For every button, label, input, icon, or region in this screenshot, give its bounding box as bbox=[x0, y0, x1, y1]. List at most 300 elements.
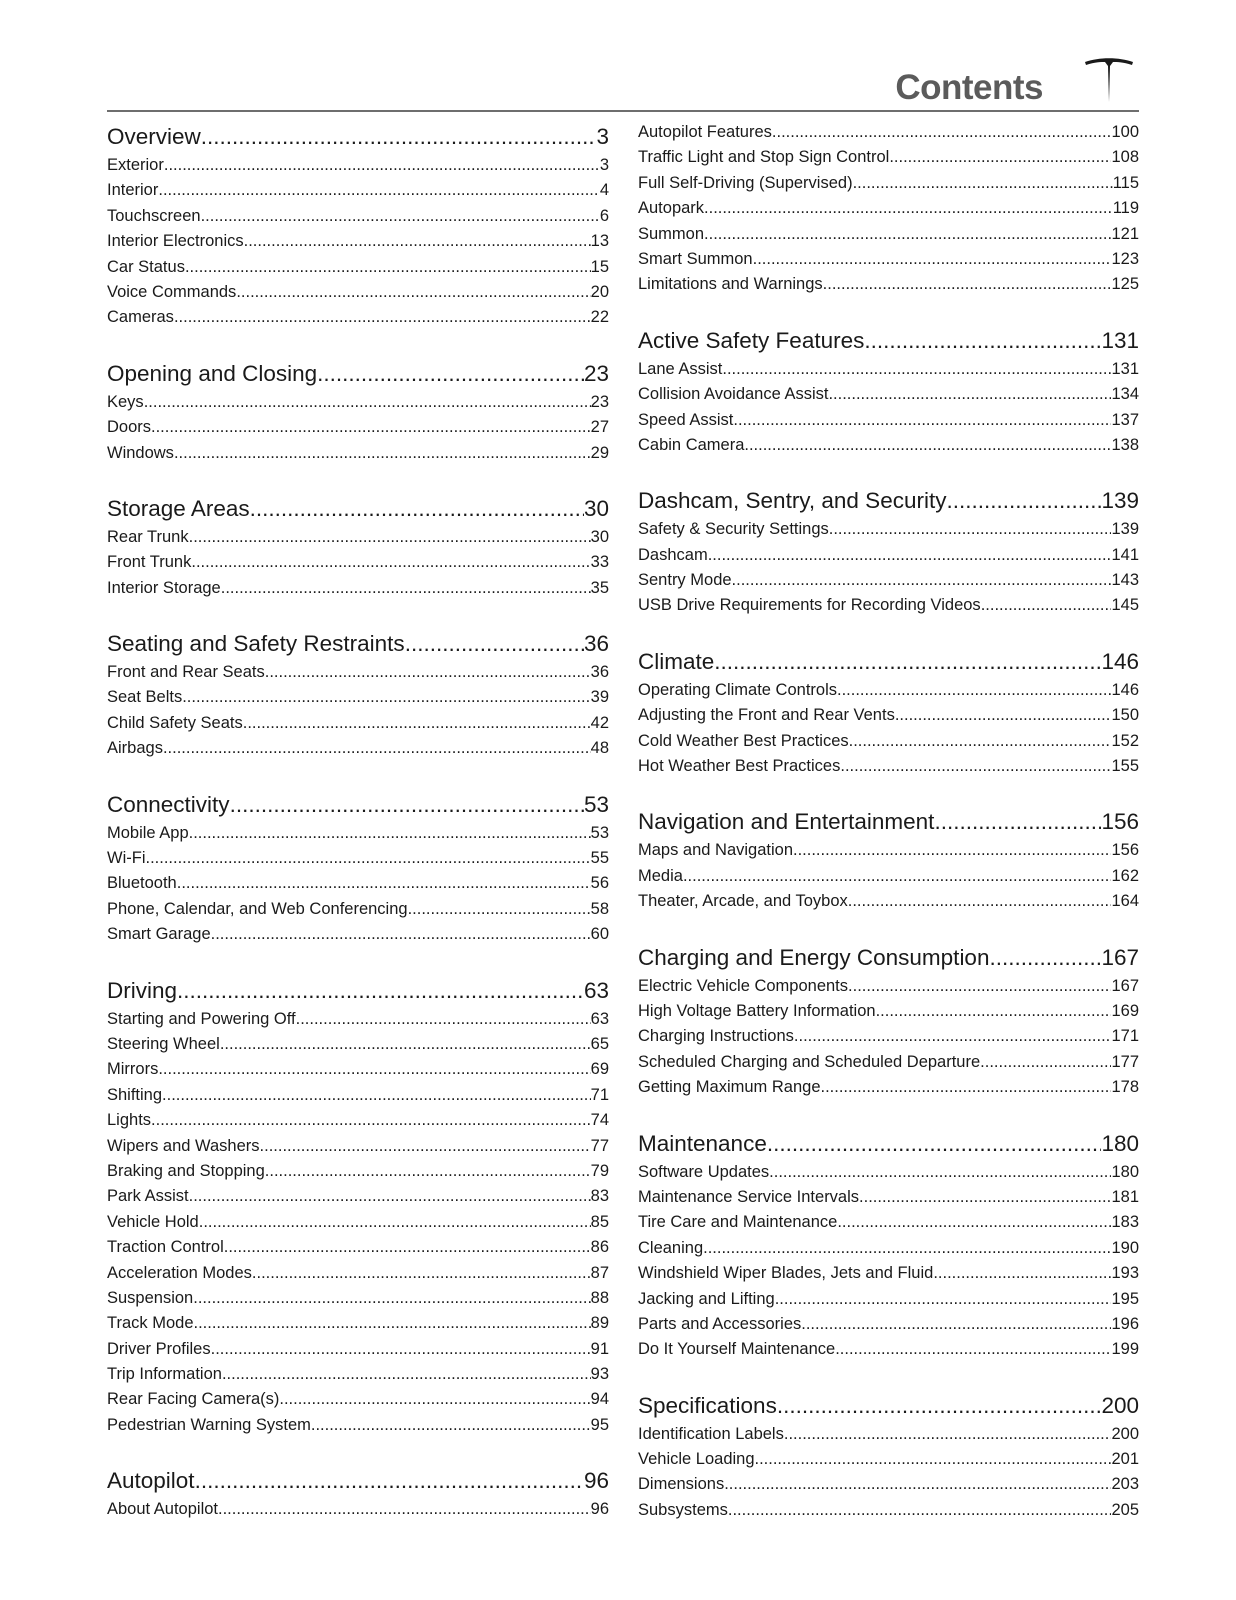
leader-dots bbox=[767, 1127, 1102, 1160]
toc-entry-title: Speed Assist bbox=[638, 410, 734, 429]
toc-entry[interactable] bbox=[638, 543, 1139, 568]
toc-entry[interactable] bbox=[638, 1236, 1139, 1261]
toc-section-heading[interactable] bbox=[638, 1127, 1139, 1160]
leader-dots bbox=[174, 305, 591, 330]
toc-section-heading-page: 23 bbox=[583, 360, 609, 386]
toc-section-heading-title: Seating and Safety Restraints bbox=[107, 631, 405, 657]
toc-entry-page: 131 bbox=[1111, 359, 1139, 378]
toc-section-heading-title: Opening and Closing bbox=[107, 360, 318, 386]
leader-dots bbox=[220, 1032, 591, 1057]
toc-entry[interactable] bbox=[638, 1337, 1139, 1362]
toc-entry-title: Windows bbox=[107, 443, 174, 462]
toc-entry-page: 3 bbox=[599, 156, 609, 174]
leader-dots bbox=[704, 222, 1111, 247]
toc-section-heading[interactable] bbox=[638, 1389, 1139, 1422]
toc-entry-title: Limitations and Warnings bbox=[638, 275, 823, 294]
toc-entry[interactable] bbox=[638, 196, 1139, 221]
toc-entry-title: Suspension bbox=[107, 1288, 194, 1307]
toc-entry-page: 93 bbox=[590, 1365, 609, 1384]
toc-entry-page: 87 bbox=[590, 1263, 609, 1282]
toc-section-heading[interactable] bbox=[638, 484, 1139, 517]
toc-entry[interactable] bbox=[638, 1160, 1139, 1185]
toc-entry-page: 123 bbox=[1111, 249, 1139, 268]
toc-entry-title: Traction Control bbox=[107, 1238, 224, 1257]
toc-section-heading-title: Climate bbox=[638, 648, 715, 674]
leader-dots bbox=[158, 178, 599, 203]
toc-entry[interactable] bbox=[638, 974, 1139, 999]
toc-entry-page: 134 bbox=[1111, 385, 1139, 404]
leader-dots bbox=[703, 1236, 1111, 1261]
toc-entry[interactable] bbox=[638, 1422, 1139, 1447]
leader-dots bbox=[211, 922, 591, 947]
leader-dots bbox=[837, 1210, 1111, 1235]
leader-dots bbox=[793, 838, 1111, 863]
toc-entry[interactable] bbox=[638, 754, 1139, 779]
toc-entry[interactable] bbox=[107, 871, 609, 896]
toc-entry[interactable] bbox=[638, 247, 1139, 272]
toc-entry[interactable] bbox=[107, 1261, 609, 1286]
leader-dots bbox=[823, 272, 1112, 297]
toc-entry-title: Theater, Arcade, and Toybox bbox=[638, 892, 848, 911]
toc-entry-page: 164 bbox=[1111, 892, 1139, 911]
toc-entry[interactable] bbox=[107, 1184, 609, 1209]
toc-entry[interactable] bbox=[638, 1287, 1139, 1312]
leader-dots bbox=[189, 821, 591, 846]
toc-section-heading-title: Connectivity bbox=[107, 791, 230, 817]
toc-entry-title: Cameras bbox=[107, 308, 174, 327]
toc-section-heading-title: Autopilot bbox=[107, 1468, 195, 1494]
toc-section bbox=[638, 645, 1139, 780]
leader-dots bbox=[164, 153, 600, 178]
toc-entry-page: 88 bbox=[590, 1288, 609, 1307]
toc-entry-page: 108 bbox=[1111, 148, 1139, 167]
toc-entry[interactable] bbox=[638, 678, 1139, 703]
toc-entry-page: 199 bbox=[1111, 1340, 1139, 1359]
toc-entry-page: 63 bbox=[590, 1009, 609, 1028]
leader-dots bbox=[769, 1160, 1111, 1185]
toc-entry-page: 20 bbox=[590, 282, 609, 301]
toc-entry-page: 143 bbox=[1111, 571, 1139, 590]
toc-entry-title: Collision Avoidance Assist bbox=[638, 385, 829, 404]
toc-section bbox=[638, 805, 1139, 914]
toc-entry[interactable] bbox=[107, 1134, 609, 1159]
toc-entry-title: Lights bbox=[107, 1111, 152, 1130]
toc-entry-page: 35 bbox=[590, 578, 609, 597]
leader-dots bbox=[279, 1387, 590, 1412]
toc-entry-title: Wi-Fi bbox=[107, 849, 146, 868]
toc-entry-page: 167 bbox=[1111, 976, 1139, 995]
toc-entry[interactable] bbox=[638, 1472, 1139, 1497]
toc-entry-title: High Voltage Battery Information bbox=[638, 1001, 876, 1020]
toc-entry-title: Windshield Wiper Blades, Jets and Fluid bbox=[638, 1264, 934, 1283]
leader-dots bbox=[683, 864, 1112, 889]
toc-entry-page: 119 bbox=[1112, 199, 1139, 218]
toc-entry[interactable] bbox=[107, 1362, 609, 1387]
toc-section-heading-title: Maintenance bbox=[638, 1130, 767, 1156]
toc-entry-page: 94 bbox=[590, 1390, 609, 1409]
toc-section-heading-page: 131 bbox=[1101, 327, 1139, 353]
toc-entry[interactable] bbox=[107, 821, 609, 846]
tesla-logo-icon bbox=[1079, 56, 1139, 104]
toc-entry[interactable] bbox=[638, 1075, 1139, 1100]
leader-dots bbox=[193, 1286, 590, 1311]
toc-entry-page: 48 bbox=[590, 739, 609, 758]
toc-entry[interactable] bbox=[638, 838, 1139, 863]
leader-dots bbox=[222, 1362, 591, 1387]
toc-entry-title: Mobile App bbox=[107, 823, 189, 842]
toc-entry[interactable] bbox=[107, 736, 609, 761]
toc-entry-page: 146 bbox=[1111, 680, 1139, 699]
leader-dots bbox=[859, 1185, 1111, 1210]
leader-dots bbox=[848, 974, 1111, 999]
toc-entry-title: Cleaning bbox=[638, 1238, 704, 1257]
toc-entry[interactable] bbox=[638, 864, 1139, 889]
toc-entry-page: 91 bbox=[590, 1339, 609, 1358]
toc-entry[interactable] bbox=[107, 280, 609, 305]
leader-dots bbox=[265, 660, 591, 685]
toc-entry[interactable] bbox=[107, 229, 609, 254]
leader-dots bbox=[317, 357, 584, 390]
toc-section-heading-title: Dashcam, Sentry, and Security bbox=[638, 488, 947, 514]
leader-dots bbox=[201, 120, 597, 153]
toc-entry[interactable] bbox=[107, 711, 609, 736]
toc-entry[interactable] bbox=[638, 999, 1139, 1024]
toc-section-heading[interactable] bbox=[638, 324, 1139, 357]
leader-dots bbox=[174, 441, 591, 466]
leader-dots bbox=[224, 1235, 591, 1260]
toc-entry[interactable] bbox=[638, 171, 1139, 196]
leader-dots bbox=[732, 568, 1112, 593]
toc-entry[interactable] bbox=[638, 703, 1139, 728]
toc-entry-title: Smart Garage bbox=[107, 925, 211, 944]
leader-dots bbox=[311, 1413, 591, 1438]
toc-section bbox=[638, 120, 1139, 298]
leader-dots bbox=[853, 171, 1113, 196]
toc-entry-title: Seat Belts bbox=[107, 688, 183, 707]
toc-entry[interactable] bbox=[638, 357, 1139, 382]
leader-dots bbox=[236, 280, 590, 305]
toc-section bbox=[638, 484, 1139, 619]
toc-entry-title: Bluetooth bbox=[107, 874, 177, 893]
toc-section-heading-page: 200 bbox=[1101, 1392, 1139, 1418]
toc-entry[interactable] bbox=[638, 593, 1139, 618]
toc-entry[interactable] bbox=[107, 178, 609, 203]
toc-entry-page: 162 bbox=[1111, 866, 1139, 885]
toc-entry-page: 100 bbox=[1111, 123, 1139, 141]
toc-entry[interactable] bbox=[638, 408, 1139, 433]
toc-section-heading-page: 96 bbox=[583, 1468, 609, 1494]
toc-section-heading-page: 53 bbox=[583, 791, 609, 817]
toc-section-heading[interactable] bbox=[107, 627, 609, 660]
toc-entry[interactable] bbox=[107, 525, 609, 550]
toc-entry[interactable] bbox=[107, 1032, 609, 1057]
toc-column-left bbox=[107, 120, 609, 1523]
toc-entry-page: 169 bbox=[1111, 1001, 1139, 1020]
toc-entry-title: Trip Information bbox=[107, 1365, 222, 1384]
toc-entry-title: Dashcam bbox=[638, 545, 708, 564]
toc-entry[interactable] bbox=[638, 1498, 1139, 1523]
toc-entry-title: Subsystems bbox=[638, 1500, 728, 1519]
toc-entry-page: 29 bbox=[590, 443, 609, 462]
toc-entry-title: Driver Profiles bbox=[107, 1339, 211, 1358]
toc-section bbox=[107, 788, 609, 948]
toc-entry-title: About Autopilot bbox=[107, 1500, 219, 1519]
leader-dots bbox=[182, 685, 590, 710]
toc-entry-title: Scheduled Charging and Scheduled Departure bbox=[638, 1052, 981, 1071]
toc-entry[interactable] bbox=[107, 1108, 609, 1133]
toc-entry[interactable] bbox=[107, 1083, 609, 1108]
toc-section-heading[interactable] bbox=[638, 645, 1139, 678]
toc-section-heading[interactable] bbox=[107, 120, 609, 153]
toc-section bbox=[107, 974, 609, 1439]
toc-entry-page: 85 bbox=[590, 1212, 609, 1231]
toc-entry-title: Rear Trunk bbox=[107, 527, 189, 546]
toc-section-heading-title: Navigation and Entertainment bbox=[638, 809, 935, 835]
toc-entry[interactable] bbox=[107, 153, 609, 178]
leader-dots bbox=[722, 357, 1111, 382]
toc-entry-page: 145 bbox=[1111, 596, 1139, 615]
toc-entry-title: Airbags bbox=[107, 739, 163, 758]
toc-entry[interactable] bbox=[107, 390, 609, 415]
toc-entry-title: Interior Storage bbox=[107, 578, 221, 597]
toc-entry-title: Pedestrian Warning System bbox=[107, 1415, 311, 1434]
toc-entry[interactable] bbox=[107, 1286, 609, 1311]
toc-entry-title: Maintenance Service Intervals bbox=[638, 1187, 860, 1206]
toc-entry-page: 6 bbox=[599, 206, 609, 225]
toc-entry-title: Software Updates bbox=[638, 1162, 770, 1181]
toc-section-heading[interactable] bbox=[638, 805, 1139, 838]
toc-entry-title: Adjusting the Front and Rear Vents bbox=[638, 706, 895, 725]
toc-section-heading[interactable] bbox=[107, 1464, 609, 1497]
toc-entry-page: 137 bbox=[1111, 410, 1139, 429]
toc-entry[interactable] bbox=[107, 1497, 609, 1522]
leader-dots bbox=[211, 1337, 591, 1362]
toc-entry-title: Touchscreen bbox=[107, 206, 201, 225]
page-title: Contents bbox=[895, 68, 1043, 107]
toc-entry-page: 177 bbox=[1111, 1052, 1139, 1071]
toc-entry-page: 60 bbox=[590, 925, 609, 944]
toc-entry-title: Getting Maximum Range bbox=[638, 1078, 821, 1097]
leader-dots bbox=[821, 1075, 1112, 1100]
leader-dots bbox=[405, 627, 584, 660]
toc-entry-title: Child Safety Seats bbox=[107, 713, 243, 732]
toc-entry[interactable] bbox=[107, 1235, 609, 1260]
toc-entry[interactable] bbox=[107, 1311, 609, 1336]
toc-entry[interactable] bbox=[638, 889, 1139, 914]
leader-dots bbox=[753, 247, 1112, 272]
toc-entry-title: Interior bbox=[107, 181, 159, 200]
leader-dots bbox=[408, 897, 591, 922]
toc-section-heading-page: 146 bbox=[1101, 648, 1139, 674]
toc-entry[interactable] bbox=[638, 120, 1139, 145]
toc-entry-title: Autopilot Features bbox=[638, 123, 772, 141]
toc-entry-page: 77 bbox=[590, 1136, 609, 1155]
toc-section-heading[interactable] bbox=[638, 941, 1139, 974]
toc-entry-title: Voice Commands bbox=[107, 282, 237, 301]
toc-entry-page: 89 bbox=[590, 1314, 609, 1333]
leader-dots bbox=[162, 1083, 591, 1108]
leader-dots bbox=[163, 736, 591, 761]
toc-entry[interactable] bbox=[638, 1312, 1139, 1337]
toc-entry-title: Summon bbox=[638, 224, 705, 243]
toc-entry-page: 69 bbox=[590, 1060, 609, 1079]
toc-section bbox=[107, 120, 609, 331]
leader-dots bbox=[230, 788, 584, 821]
toc-entry-page: 171 bbox=[1111, 1027, 1139, 1046]
toc-entry[interactable] bbox=[107, 1210, 609, 1235]
leader-dots bbox=[189, 525, 591, 550]
toc-section-heading-title: Specifications bbox=[638, 1392, 777, 1418]
leader-dots bbox=[260, 1134, 591, 1159]
toc-entry-page: 205 bbox=[1111, 1500, 1139, 1519]
toc-entry-page: 156 bbox=[1111, 841, 1139, 860]
toc-entry-page: 150 bbox=[1111, 706, 1139, 725]
toc-entry[interactable] bbox=[107, 441, 609, 466]
leader-dots bbox=[934, 805, 1101, 838]
toc-entry[interactable] bbox=[107, 1337, 609, 1362]
toc-entry-title: USB Drive Requirements for Recording Videos bbox=[638, 596, 981, 615]
toc-entry[interactable] bbox=[638, 1447, 1139, 1472]
toc-entry-page: 152 bbox=[1111, 731, 1139, 750]
leader-dots bbox=[144, 390, 591, 415]
toc-section-heading[interactable] bbox=[107, 974, 609, 1007]
leader-dots bbox=[728, 1498, 1112, 1523]
toc-entry-title: Maps and Navigation bbox=[638, 841, 794, 860]
leader-dots bbox=[933, 1261, 1111, 1286]
toc-entry-page: 36 bbox=[590, 663, 609, 682]
toc-entry[interactable] bbox=[107, 576, 609, 601]
toc-entry[interactable] bbox=[638, 382, 1139, 407]
toc-entry-page: 193 bbox=[1111, 1264, 1139, 1283]
toc-entry[interactable] bbox=[638, 517, 1139, 542]
toc-entry[interactable] bbox=[638, 1024, 1139, 1049]
toc-entry[interactable] bbox=[107, 415, 609, 440]
toc-entry-title: Front Trunk bbox=[107, 553, 192, 572]
toc-entry-page: 96 bbox=[590, 1500, 609, 1519]
leader-dots bbox=[755, 1447, 1112, 1472]
leader-dots bbox=[296, 1007, 591, 1032]
toc-entry-title: Braking and Stopping bbox=[107, 1161, 265, 1180]
toc-entry[interactable] bbox=[107, 1007, 609, 1032]
toc-entry[interactable] bbox=[107, 550, 609, 575]
toc-entry[interactable] bbox=[107, 255, 609, 280]
leader-dots bbox=[848, 889, 1112, 914]
toc-entry-title: Operating Climate Controls bbox=[638, 680, 837, 699]
toc-entry-title: Media bbox=[638, 866, 683, 885]
toc-entry-title: Phone, Calendar, and Web Conferencing bbox=[107, 899, 408, 918]
toc-entry-page: 27 bbox=[590, 418, 609, 437]
toc-section-heading-page: 63 bbox=[583, 977, 609, 1003]
leader-dots bbox=[221, 576, 591, 601]
toc-entry[interactable] bbox=[107, 204, 609, 229]
toc-entry-title: Front and Rear Seats bbox=[107, 663, 265, 682]
toc-section bbox=[638, 324, 1139, 459]
toc-entry-title: Charging Instructions bbox=[638, 1027, 794, 1046]
toc-section bbox=[107, 357, 609, 466]
toc-entry[interactable] bbox=[107, 1159, 609, 1184]
toc-entry[interactable] bbox=[107, 846, 609, 871]
toc-entry-page: 71 bbox=[590, 1085, 609, 1104]
toc-entry-title: Track Mode bbox=[107, 1314, 194, 1333]
toc-entry-page: 141 bbox=[1111, 545, 1139, 564]
toc-entry-title: Parts and Accessories bbox=[638, 1314, 802, 1333]
toc-entry-page: 200 bbox=[1111, 1424, 1139, 1443]
toc-entry-page: 138 bbox=[1111, 435, 1139, 454]
toc-section-heading-title: Active Safety Features bbox=[638, 327, 865, 353]
toc-entry[interactable] bbox=[107, 685, 609, 710]
leader-dots bbox=[784, 1422, 1112, 1447]
toc-section-heading-page: 30 bbox=[583, 495, 609, 521]
toc-entry[interactable] bbox=[638, 433, 1139, 458]
toc-entry[interactable] bbox=[638, 145, 1139, 170]
toc-entry[interactable] bbox=[638, 1050, 1139, 1075]
toc-entry-page: 4 bbox=[599, 181, 609, 200]
toc-entry-title: Mirrors bbox=[107, 1060, 159, 1079]
toc-entry[interactable] bbox=[638, 272, 1139, 297]
toc-entry-title: Steering Wheel bbox=[107, 1034, 220, 1053]
toc-entry-title: Safety & Security Settings bbox=[638, 520, 829, 539]
toc-entry-page: 42 bbox=[590, 713, 609, 732]
toc-entry-title: Shifting bbox=[107, 1085, 163, 1104]
toc-entry[interactable] bbox=[107, 1413, 609, 1438]
leader-dots bbox=[708, 543, 1112, 568]
toc-entry-page: 155 bbox=[1111, 757, 1139, 776]
toc-entry-title: Hot Weather Best Practices bbox=[638, 757, 841, 776]
toc-section-heading-title: Charging and Energy Consumption bbox=[638, 944, 990, 970]
leader-dots bbox=[837, 678, 1111, 703]
toc-section bbox=[638, 1127, 1139, 1363]
leader-dots bbox=[895, 703, 1112, 728]
toc-entry-title: Rear Facing Camera(s) bbox=[107, 1390, 280, 1409]
toc-entry-page: 95 bbox=[590, 1415, 609, 1434]
toc-entry-title: Wipers and Washers bbox=[107, 1136, 260, 1155]
toc-entry-page: 23 bbox=[590, 392, 609, 411]
toc-entry[interactable] bbox=[638, 729, 1139, 754]
toc-entry-page: 196 bbox=[1111, 1314, 1139, 1333]
toc-entry-title: Doors bbox=[107, 418, 152, 437]
leader-dots bbox=[189, 1184, 591, 1209]
toc-entry[interactable] bbox=[638, 1185, 1139, 1210]
toc-entry[interactable] bbox=[107, 1387, 609, 1412]
toc-entry-title: Do It Yourself Maintenance bbox=[638, 1340, 836, 1359]
leader-dots bbox=[194, 1311, 591, 1336]
leader-dots bbox=[829, 517, 1112, 542]
toc-entry[interactable] bbox=[107, 660, 609, 685]
toc-section-heading[interactable] bbox=[107, 357, 609, 390]
leader-dots bbox=[981, 593, 1112, 618]
toc-section bbox=[107, 627, 609, 762]
toc-entry-page: 65 bbox=[590, 1034, 609, 1053]
leader-dots bbox=[250, 492, 584, 525]
toc-entry[interactable] bbox=[638, 1261, 1139, 1286]
toc-entry[interactable] bbox=[638, 222, 1139, 247]
leader-dots bbox=[195, 1464, 584, 1497]
toc-entry-title: Electric Vehicle Components bbox=[638, 976, 849, 995]
toc-entry[interactable] bbox=[638, 1210, 1139, 1235]
toc-entry[interactable] bbox=[107, 1057, 609, 1082]
toc-entry-title: Tire Care and Maintenance bbox=[638, 1213, 838, 1232]
toc-entry[interactable] bbox=[638, 568, 1139, 593]
toc-section-heading[interactable] bbox=[107, 492, 609, 525]
toc-entry[interactable] bbox=[107, 305, 609, 330]
toc-entry[interactable] bbox=[107, 897, 609, 922]
toc-entry-page: 22 bbox=[590, 308, 609, 327]
leader-dots bbox=[775, 1287, 1112, 1312]
toc-section-heading[interactable] bbox=[107, 788, 609, 821]
leader-dots bbox=[835, 1337, 1111, 1362]
toc-entry[interactable] bbox=[107, 922, 609, 947]
toc-entry-title: Interior Electronics bbox=[107, 232, 244, 251]
